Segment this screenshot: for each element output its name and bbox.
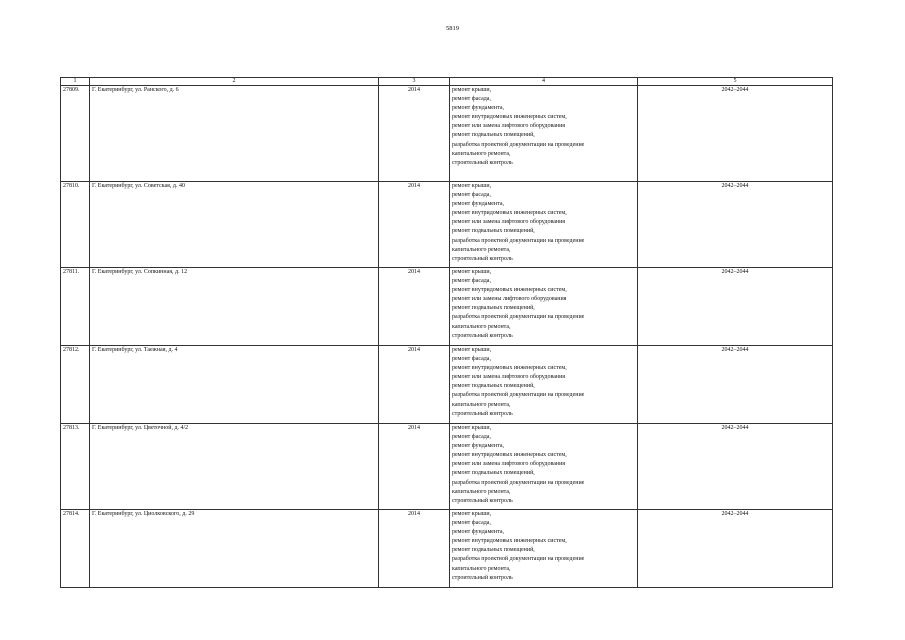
row-number-cell: 27811.	[61, 268, 90, 346]
work-item: ремонт крыши,	[452, 347, 492, 353]
row-number-cell: 27809.	[61, 86, 90, 182]
row-number-cell: 27814.	[61, 510, 90, 588]
works-cell	[450, 424, 638, 510]
work-item: строительный контроль	[452, 159, 513, 166]
work-item: ремонт фундамента,	[452, 443, 504, 450]
work-item: капитального ремонта,	[452, 401, 511, 408]
work-item: строительный контроль	[452, 332, 513, 339]
work-item: капитального ремонта,	[452, 323, 511, 330]
work-item: ремонт фасада,	[452, 356, 491, 363]
repair-schedule-table	[60, 77, 833, 588]
work-item: ремонт крыши,	[452, 269, 492, 275]
work-item: ремонт крыши,	[452, 183, 492, 189]
column-header: 5	[638, 78, 833, 86]
works-cell	[450, 346, 638, 424]
work-item: ремонт или замены лифтового оборудования	[452, 296, 567, 303]
work-item: строительный контроль	[452, 255, 513, 262]
work-item: ремонт или замена лифтового оборудования	[452, 123, 566, 130]
work-item: ремонт фасада,	[452, 192, 491, 199]
address-cell: Г. Екатеринбург, ул. Ранского, д. 6	[90, 86, 379, 182]
year-cell: 2014	[379, 510, 450, 588]
address-cell: Г. Екатеринбург, ул. Циолковского, д. 29	[90, 510, 379, 588]
work-item: ремонт подвальных помещений,	[452, 132, 535, 139]
period-cell: 2042–2044	[638, 424, 833, 510]
period-cell: 2042–2044	[638, 346, 833, 424]
work-item: ремонт или замена лифтового оборудования	[452, 461, 566, 468]
table-row	[61, 346, 833, 424]
table-row	[61, 86, 833, 182]
work-item: ремонт фундамента,	[452, 105, 504, 112]
period-cell: 2042–2044	[638, 268, 833, 346]
work-item: ремонт внутридомовых инженерных систем,	[452, 287, 567, 294]
work-item: ремонт внутридомовых инженерных систем,	[452, 365, 567, 372]
work-item: капитального ремонта,	[452, 565, 511, 572]
work-item: ремонт фундамента,	[452, 201, 504, 208]
period-cell: 2042–2044	[638, 510, 833, 588]
works-cell	[450, 510, 638, 588]
period-cell: 2042–2044	[638, 86, 833, 182]
work-item: ремонт подвальных помещений,	[452, 228, 535, 235]
table-header-row	[61, 78, 833, 86]
address-cell: Г. Екатеринбург, ул. Советская, д. 40	[90, 182, 379, 268]
table-row	[61, 268, 833, 346]
work-item: разработка проектной документации на проведение	[452, 141, 585, 148]
work-item: ремонт крыши,	[452, 87, 492, 93]
work-item: ремонт внутридомовых инженерных систем,	[452, 210, 567, 217]
period-cell: 2042–2044	[638, 182, 833, 268]
row-number-cell: 27813.	[61, 424, 90, 510]
year-cell: 2014	[379, 268, 450, 346]
work-item: ремонт внутридомовых инженерных систем,	[452, 538, 567, 545]
work-item: капитального ремонта,	[452, 150, 511, 157]
column-header: 4	[450, 78, 638, 86]
address-cell: Г. Екатеринбург, ул. Таежная, д. 4	[90, 346, 379, 424]
address-cell: Г. Екатеринбург, ул. Цветочной, д. 4/2	[90, 424, 379, 510]
work-item: ремонт фасада,	[452, 434, 491, 441]
row-number-cell: 27810.	[61, 182, 90, 268]
work-item: строительный контроль	[452, 574, 513, 581]
year-cell: 2014	[379, 346, 450, 424]
address-cell: Г. Екатеринбург, ул. Сопкинная, д. 12	[90, 268, 379, 346]
page-number: 5819	[446, 25, 459, 32]
work-item: ремонт или замена лифтового оборудования	[452, 219, 566, 226]
work-item: ремонт внутридомовых инженерных систем,	[452, 114, 567, 121]
work-item: строительный контроль	[452, 410, 513, 417]
work-item: ремонт крыши,	[452, 511, 492, 517]
work-item: ремонт фасада,	[452, 96, 491, 103]
year-cell: 2014	[379, 424, 450, 510]
work-item: ремонт подвальных помещений,	[452, 470, 535, 477]
table-row	[61, 424, 833, 510]
works-cell	[450, 268, 638, 346]
work-item: ремонт подвальных помещений,	[452, 305, 535, 312]
work-item: капитального ремонта,	[452, 246, 511, 253]
work-item: ремонт фасада,	[452, 520, 491, 527]
works-cell	[450, 182, 638, 268]
work-item: ремонт подвальных помещений,	[452, 547, 535, 554]
work-item: ремонт внутридомовых инженерных систем,	[452, 452, 567, 459]
work-item: разработка проектной документации на проведение	[452, 479, 585, 486]
work-item: разработка проектной документации на проведение	[452, 314, 585, 321]
table-row	[61, 510, 833, 588]
year-cell: 2014	[379, 182, 450, 268]
work-item: ремонт крыши,	[452, 425, 492, 431]
column-header: 1	[61, 78, 90, 86]
column-header: 2	[90, 78, 379, 86]
work-item: капитального ремонта,	[452, 488, 511, 495]
work-item: ремонт подвальных помещений,	[452, 383, 535, 390]
work-item: строительный контроль	[452, 497, 513, 504]
row-number-cell: 27812.	[61, 346, 90, 424]
work-item: разработка проектной документации на проведение	[452, 237, 585, 244]
table-row	[61, 182, 833, 268]
work-item: разработка проектной документации на проведение	[452, 556, 585, 563]
work-item: разработка проектной документации на проведение	[452, 392, 585, 399]
work-item: ремонт фундамента,	[452, 529, 504, 536]
works-cell	[450, 86, 638, 182]
work-item: ремонт или замена лифтового оборудования	[452, 374, 566, 381]
column-header: 3	[379, 78, 450, 86]
year-cell: 2014	[379, 86, 450, 182]
work-item: ремонт фасада,	[452, 278, 491, 285]
